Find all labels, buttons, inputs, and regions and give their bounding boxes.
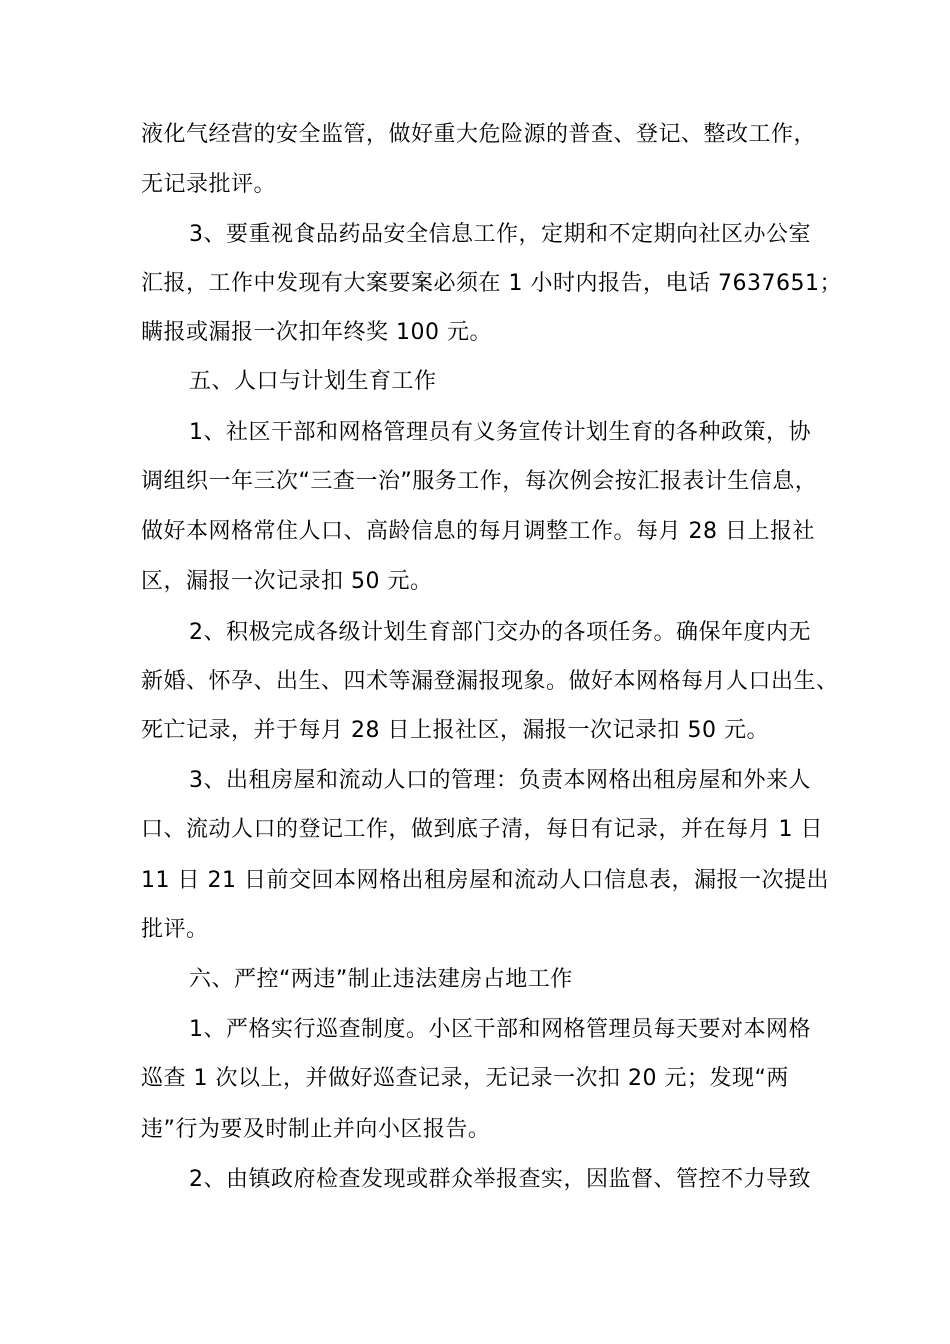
text-line: 区，漏报一次记录扣 50 元。 (141, 569, 433, 594)
text-line: 死亡记录，并于每月 28 日上报社区，漏报一次记录扣 50 元。 (141, 718, 769, 743)
text-line: 瞒报或漏报一次扣年终奖 100 元。 (141, 320, 492, 345)
text-line: 新婚、怀孕、出生、四术等漏登漏报现象。做好本网格每月人口出生、 (141, 669, 839, 694)
text-line: 做好本网格常住人口、高龄信息的每月调整工作。每月 28 日上报社 (141, 519, 815, 544)
text-line: 2、积极完成各级计划生育部门交办的各项任务。确保年度内无 (189, 620, 811, 645)
text-line: 3、要重视食品药品安全信息工作，定期和不定期向社区办公室 (189, 222, 811, 247)
text-line: 液化气经营的安全监管，做好重大危险源的普查、登记、整改工作， (141, 122, 817, 147)
text-line: 批评。 (141, 917, 209, 942)
text-line: 违”行为要及时制止并向小区报告。 (141, 1117, 491, 1142)
section-heading: 六、严控“两违”制止违法建房占地工作 (189, 967, 573, 992)
text-line: 巡查 1 次以上，并做好巡查记录，无记录一次扣 20 元；发现“两 (141, 1066, 789, 1091)
text-line: 1、社区干部和网格管理员有义务宣传计划生育的各种政策，协 (189, 420, 811, 445)
text-line: 1、严格实行巡查制度。小区干部和网格管理员每天要对本网格 (189, 1017, 811, 1042)
text-line: 汇报，工作中发现有大案要案必须在 1 小时内报告，电话 7637651； (141, 271, 842, 296)
text-line: 11 日 21 日前交回本网格出租房屋和流动人口信息表，漏报一次提出 (141, 868, 829, 893)
section-heading: 五、人口与计划生育工作 (189, 369, 437, 394)
text-line: 无记录批评。 (141, 172, 277, 197)
text-line: 3、出租房屋和流动人口的管理：负责本网格出租房屋和外来人 (189, 768, 811, 793)
text-line: 2、由镇政府检查发现或群众举报查实，因监督、管控不力导致 (189, 1167, 811, 1192)
text-line: 口、流动人口的登记工作，做到底子清，每日有记录，并在每月 1 日 (141, 817, 823, 842)
text-line: 调组织一年三次“三查一治”服务工作，每次例会按汇报表计生信息， (141, 469, 818, 494)
